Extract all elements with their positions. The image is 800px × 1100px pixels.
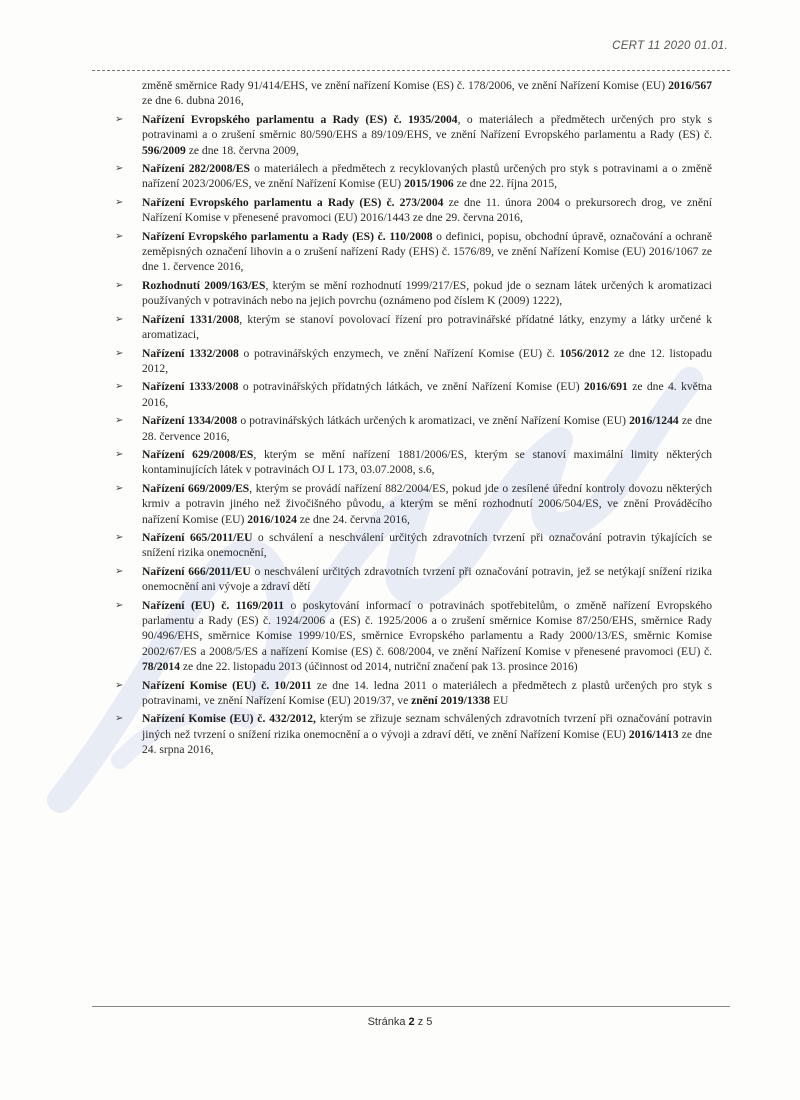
regulation-text: o poskytování informací o potravinách spotřebitelům, o změně nařízení Evropského parlamentu a Rady (ES) č. 1924/2006 a (ES) č. 1925/2006 a o zrušení směrnice Komise 87/250/EHS, směrnice Rady 90/496/EHS, směrnice Komise 1999/10/ES, směrnice Evropského parlamentu a Rady 2000/13/ES, směrnic Komise 2002/67/ES a 2008/5/ES a nařízení Komise (ES) č. 608/2004, ve znění Nařízení Komise v přenesené pravomoci (EU) č. <box>142 598 712 658</box>
regulation-reference: Nařízení 1333/2008 <box>142 380 239 394</box>
regulation-text: o potravinářských enzymech, ve znění Nařízení Komise (EU) č. <box>238 346 560 360</box>
arrow-bullet-icon: ➢ <box>115 679 124 691</box>
list-item <box>112 278 712 309</box>
regulation-reference: Nařízení 1331/2008 <box>142 312 240 326</box>
regulation-reference: Rozhodnutí 2009/163/ES <box>142 278 266 292</box>
list-item <box>112 112 712 158</box>
regulation-text: ze dne 11. února 2004 o prekursorech drog, ve znění Nařízení Komise v přenesené pravomoci (EU) 2016/1443 ze dne 29. června 2016, <box>142 195 712 225</box>
regulation-text: ze dne 24. června 2016, <box>296 512 410 526</box>
regulation-text: , o materiálech a předmětech určených pro styk s potravinami a o zrušení směrnic 80/590/EHS a 89/109/EHS, ve znění Nařízení Evropského parlamentu a Rady (ES) č. <box>142 112 712 142</box>
regulation-reference: Nařízení Evropského parlamentu a Rady (ES) č. 273/2004 <box>142 195 444 209</box>
arrow-bullet-icon: ➢ <box>115 415 124 427</box>
regulation-text: ze dne 4. května 2016, <box>142 380 712 409</box>
list-item <box>112 481 712 527</box>
total-pages: 5 <box>426 1016 433 1028</box>
regulation-reference: 2016/1413 <box>628 727 679 741</box>
arrow-bullet-icon: ➢ <box>115 381 124 393</box>
arrow-bullet-icon: ➢ <box>115 531 124 543</box>
regulation-reference: 596/2009 <box>142 143 186 157</box>
regulation-text: ze dne 6. dubna 2016, <box>142 94 244 108</box>
list-item <box>112 678 712 709</box>
arrow-bullet-icon: ➢ <box>115 713 124 725</box>
footer-divider <box>92 1006 730 1007</box>
regulation-text: , kterým se provádí nařízení 882/2004/ES, pokud jde o zesílené úřední kontroly dovozu některých krmiv a potravin jiného než živočišného původu, a kterým se mění rozhodnutí 2006/504/ES, ve znění Prováděcího nařízení Komise (EU) <box>142 481 712 526</box>
regulation-text: ze dne 18. června 2009, <box>185 143 299 157</box>
regulation-text: kterým se zřizuje seznam schválených zdravotních tvrzení při označování potravin jiných než tvrzení o snížení rizika onemocnění a o vývoji a zdraví dětí, ve znění Nařízení Komise (EU) <box>142 712 712 741</box>
regulation-reference: Nařízení 629/2008/ES <box>142 447 254 461</box>
arrow-bullet-icon: ➢ <box>115 313 124 325</box>
header-divider <box>92 70 730 71</box>
arrow-bullet-icon: ➢ <box>115 230 124 242</box>
regulation-reference: 2016/1024 <box>247 512 297 526</box>
regulation-reference: 1056/2012 <box>559 346 610 360</box>
regulation-reference: Nařízení 665/2011/EU <box>142 530 253 544</box>
regulation-reference: Nařízení (EU) č. 1169/2011 <box>142 598 285 612</box>
regulation-text: EU <box>490 694 509 708</box>
list-item <box>112 195 712 226</box>
arrow-bullet-icon: ➢ <box>115 565 124 577</box>
regulation-text: o schválení a neschválení určitých zdravotních tvrzení při označování potravin týkajících se snížení rizika onemocnění, <box>142 530 712 560</box>
regulation-reference: 2016/567 <box>668 79 712 92</box>
regulation-text: o definici, popisu, obchodní úpravě, označování a ochraně zeměpisných označení lihovin a o zrušení nařízení Rady (EHS) č. 1576/89, ve znění Nařízení Komise (EU) 2016/1067 ze dne 1. července 2016, <box>142 229 712 274</box>
regulation-reference: 2016/691 <box>584 380 628 394</box>
regulation-reference: Nařízení 666/2011/EU <box>142 564 251 578</box>
page-separator: z <box>417 1016 424 1028</box>
regulation-reference: Nařízení 282/2008/ES <box>142 162 250 176</box>
page-label: Stránka <box>367 1016 406 1028</box>
list-item <box>112 598 712 675</box>
arrow-bullet-icon: ➢ <box>115 599 124 611</box>
list-item <box>112 312 712 343</box>
regulation-reference: Nařízení 669/2009/ES <box>142 481 250 495</box>
regulation-reference: Nařízení 1334/2008 <box>142 414 238 428</box>
regulation-reference: Nařízení Evropského parlamentu a Rady (ES) č. 110/2008 <box>142 229 433 243</box>
list-item <box>112 711 712 757</box>
regulation-reference: 2015/1906 <box>404 177 454 191</box>
continuation-paragraph <box>142 78 712 109</box>
regulation-reference: 2016/1244 <box>629 414 679 428</box>
arrow-bullet-icon: ➢ <box>115 347 124 359</box>
arrow-bullet-icon: ➢ <box>115 482 124 494</box>
regulation-content <box>112 78 712 761</box>
regulation-text: ze dne 24. srpna 2016, <box>142 727 712 757</box>
list-item <box>112 229 712 275</box>
current-page-number: 2 <box>408 1016 415 1028</box>
arrow-bullet-icon: ➢ <box>115 448 124 460</box>
regulation-text: ze dne 22. listopadu 2013 (účinnost od 2014, nutriční značení pak 13. prosince 2016) <box>180 660 578 674</box>
regulation-reference: znění 2019/1338 <box>411 694 491 708</box>
regulation-reference: Nařízení Komise (EU) č. 432/2012, <box>142 712 316 726</box>
regulation-reference: Nařízení Komise (EU) č. 10/2011 <box>142 678 312 692</box>
regulation-text: ze dne 22. října 2015, <box>453 177 558 191</box>
list-item <box>112 161 712 192</box>
regulation-text: ze dne 28. července 2016, <box>142 414 712 443</box>
regulation-reference: Nařízení 1332/2008 <box>142 346 239 360</box>
list-item <box>112 379 712 410</box>
list-item <box>112 530 712 561</box>
regulation-text: o potravinářských přídatných látkách, ve znění Nařízení Komise (EU) <box>238 380 584 394</box>
regulation-reference: Nařízení Evropského parlamentu a Rady (ES) č. 1935/2004 <box>142 112 458 126</box>
list-item <box>112 346 712 377</box>
list-item <box>112 447 712 478</box>
document-code: CERT 11 2020 01.01. <box>612 40 728 52</box>
page-footer <box>0 1016 800 1028</box>
regulation-text: , kterým se mění rozhodnutí 1999/217/ES, pokud jde o seznam látek určených k aromatizaci používaných v potravinách nebo na jejich povrchu (oznámeno pod číslem K (2009) 1222), <box>142 278 713 308</box>
regulation-text: o potravinářských látkách určených k aromatizaci, ve znění Nařízení Komise (EU) <box>237 414 630 428</box>
regulation-list <box>112 112 712 758</box>
regulation-text: , kterým se stanoví povolovací řízení pro potravinářské přídatné látky, enzymy a látky určené k aromatizaci, <box>142 312 712 342</box>
list-item <box>112 564 712 595</box>
regulation-reference: 78/2014 <box>142 660 181 674</box>
arrow-bullet-icon: ➢ <box>115 279 124 291</box>
regulation-text: o neschválení určitých zdravotních tvrzení při označování potravin, jež se netýkají snížení rizika onemocnění ani vývoje a zdraví dětí <box>142 564 712 594</box>
regulation-text: o materiálech a předmětech z recyklovaných plastů určených pro styk s potravinami a o změně nařízení 2023/2006/ES, ve znění Nařízení Komise (EU) <box>142 162 712 191</box>
arrow-bullet-icon: ➢ <box>115 196 124 208</box>
regulation-text: , kterým se mění nařízení 1881/2006/ES, kterým se stanoví maximální limity některých kontaminujících látek v potravinách OJ L 173, 03.07.2008, s.6, <box>142 447 712 477</box>
list-item <box>112 413 712 444</box>
arrow-bullet-icon: ➢ <box>115 113 124 125</box>
arrow-bullet-icon: ➢ <box>115 163 124 175</box>
regulation-text: ze dne 12. listopadu 2012, <box>142 346 712 375</box>
regulation-text: ze dne 14. ledna 2011 o materiálech a předmětech z plastů určených pro styk s potravinami, ve znění Nařízení Komise (EU) 2019/37, ve <box>142 678 712 708</box>
regulation-text: změně směrnice Rady 91/414/EHS, ve znění nařízení Komise (ES) č. 178/2006, ve znění Nařízení Komise (EU) <box>142 79 669 92</box>
